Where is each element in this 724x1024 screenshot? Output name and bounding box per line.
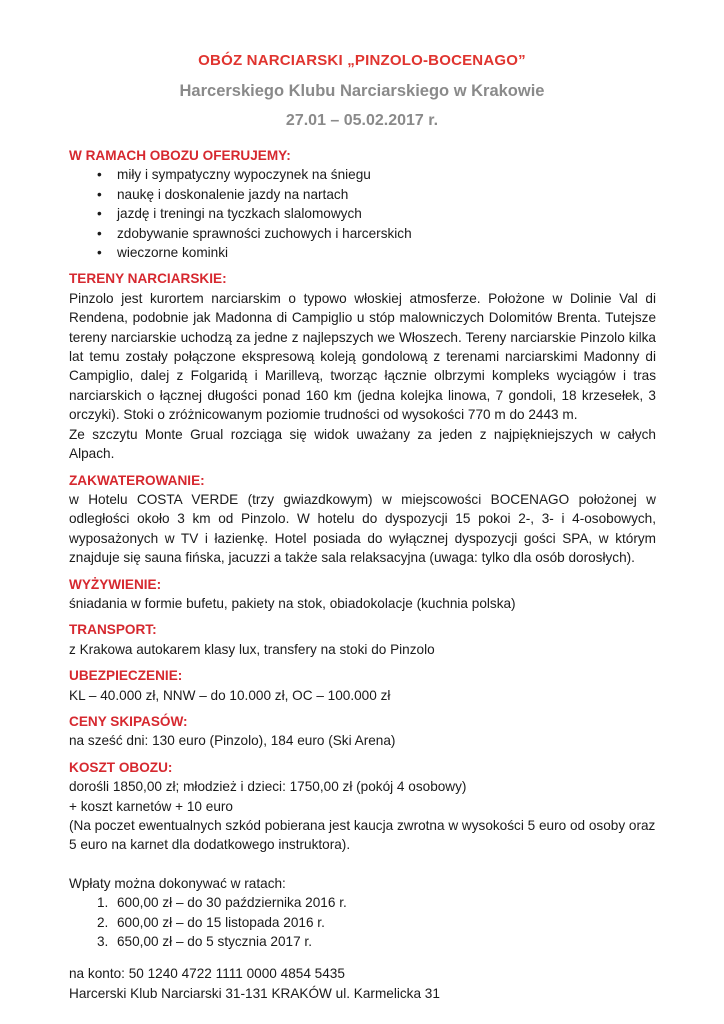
cost-line: dorośli 1850,00 zł; młodzież i dzieci: 1750,00 zł (pokój 4 osobowy): [69, 779, 467, 795]
list-item-text: 600,00 zł – do 15 listopada 2016 r.: [117, 914, 325, 930]
list-item-number: 2.: [97, 914, 109, 930]
accommodation-heading: ZAKWATEROWANIE:: [69, 472, 205, 488]
cost-deposit-note: (Na poczet ewentualnych szkód pobierana jest kaucja zwrotna w wysokości 5 euro od osoby oraz 5 euro na karnet dla dodatkowego instruktora).: [69, 818, 656, 853]
list-item: [97, 932, 656, 951]
list-item: • naukę i doskonalenie jazdy na nartach: [97, 185, 656, 204]
skipass-heading: CENY SKIPASÓW:: [69, 713, 188, 729]
terrain-section: [69, 269, 656, 463]
insurance-heading: UBEZPIECZENIE:: [69, 668, 183, 684]
cost-line: + koszt karnetów + 10 euro: [69, 798, 233, 814]
camp-dates: 27.01 – 05.02.2017 r.: [285, 112, 439, 129]
list-item: • jazdę i treningi na tyczkach slalomowych: [97, 204, 656, 223]
insurance-text: KL – 40.000 zł, NNW – do 10.000 zł, OC – 100.000 zł: [69, 687, 391, 703]
cost-heading: KOSZT OBOZU:: [69, 759, 173, 775]
terrain-paragraph: Pinzolo jest kurortem narciarskim o typowo włoskiej atmosferze. Położone w Dolinie Val di Rendena, podobnie jak Madonna di Campiglio u stóp malowniczych Dolomitów Brenta. Tutejsze tereny narciarskie uchodzą za jedne z najlepszych we Włoszech. Tereny narciarskie Pinzolo kilka lat temu zostały połączone ekspresową koleją gondolową z terenami narciarskimi Madonny di Campiglio, dalej z Folgaridą i Marillevą, tworząc łącznie olbrzymi kompleks wyciągów i tras narciarskich o łącznej długości ponad 160 km (jedna kolejka linowa, 7 gondoli, 18 krzesełek, 3 orczyki). Stoki o zróżnicowanym poziomie trudności od wysokości 770 m do 2443 m.: [69, 290, 656, 423]
payments-section: [69, 874, 656, 952]
document-title: OBÓZ NARCIARSKI „PINZOLO-BOCENAGO”: [198, 52, 526, 69]
offer-section: [69, 146, 656, 262]
transport-heading: TRANSPORT:: [69, 622, 157, 638]
transport-text: z Krakowa autokarem klasy lux, transfery na stoki do Pinzolo: [69, 641, 435, 657]
cost-section: [69, 758, 656, 855]
list-item: • zdobywanie sprawności zuchowych i harcerskich: [97, 224, 656, 243]
payments-intro: Wpłaty można dokonywać w ratach:: [69, 875, 286, 891]
list-item: • wieczorne kominki: [97, 243, 656, 262]
transport-section: [69, 620, 656, 659]
list-item: • miły i sympatyczny wypoczynek na śniegu: [97, 165, 656, 184]
list-item-text: 650,00 zł – do 5 stycznia 2017 r.: [117, 934, 312, 950]
skipass-section: [69, 712, 656, 751]
food-text: śniadania w formie bufetu, pakiety na stok, obiadokolacje (kuchnia polska): [69, 595, 516, 611]
list-item-number: 1.: [97, 895, 109, 911]
offer-heading: W RAMACH OBOZU OFERUJEMY:: [69, 148, 291, 163]
bank-account: na konto: 50 1240 4722 1111 0000 4854 5435: [69, 966, 345, 982]
account-section: [69, 964, 656, 1003]
accommodation-section: [69, 471, 656, 568]
club-address: Harcerski Klub Narciarski 31-131 KRAKÓW ul. Karmelicka 31: [69, 985, 440, 1001]
terrain-heading: TERENY NARCIARSKIE:: [69, 271, 227, 287]
document-subtitle: Harcerskiego Klubu Narciarskiego w Krakowie: [179, 82, 545, 100]
food-heading: WYŻYWIENIE:: [69, 576, 162, 592]
terrain-paragraph-2: Ze szczytu Monte Grual rozciąga się widok uważany za jeden z najpiękniejszych w całych Alpach.: [69, 426, 656, 462]
skipass-text: na sześć dni: 130 euro (Pinzolo), 184 euro (Ski Arena): [69, 733, 396, 749]
list-item: [97, 913, 656, 932]
food-section: [69, 575, 656, 614]
accommodation-text: w Hotelu COSTA VERDE (trzy gwiazdkowym) w miejscowości BOCENAGO położonej w odległości około 3 km od Pinzolo. W hotelu do dyspozycji 15 pokoi 2-, 3- i 4-osobowych, wyposażonych w TV i łazienkę. Hotel posiada do wyłącznej dyspozycji gości SPA, w którym znajduje się sauna fińska, jacuzzi a także sala relaksacyjna (uwaga: tylko dla osób dorosłych).: [69, 491, 656, 566]
offer-list: [69, 165, 656, 262]
list-item-number: 3.: [97, 934, 109, 950]
payments-list: [69, 893, 656, 951]
document-body: [69, 146, 656, 1010]
list-item: [97, 893, 656, 912]
list-item-text: 600,00 zł – do 30 października 2016 r.: [117, 895, 347, 911]
insurance-section: [69, 666, 656, 705]
